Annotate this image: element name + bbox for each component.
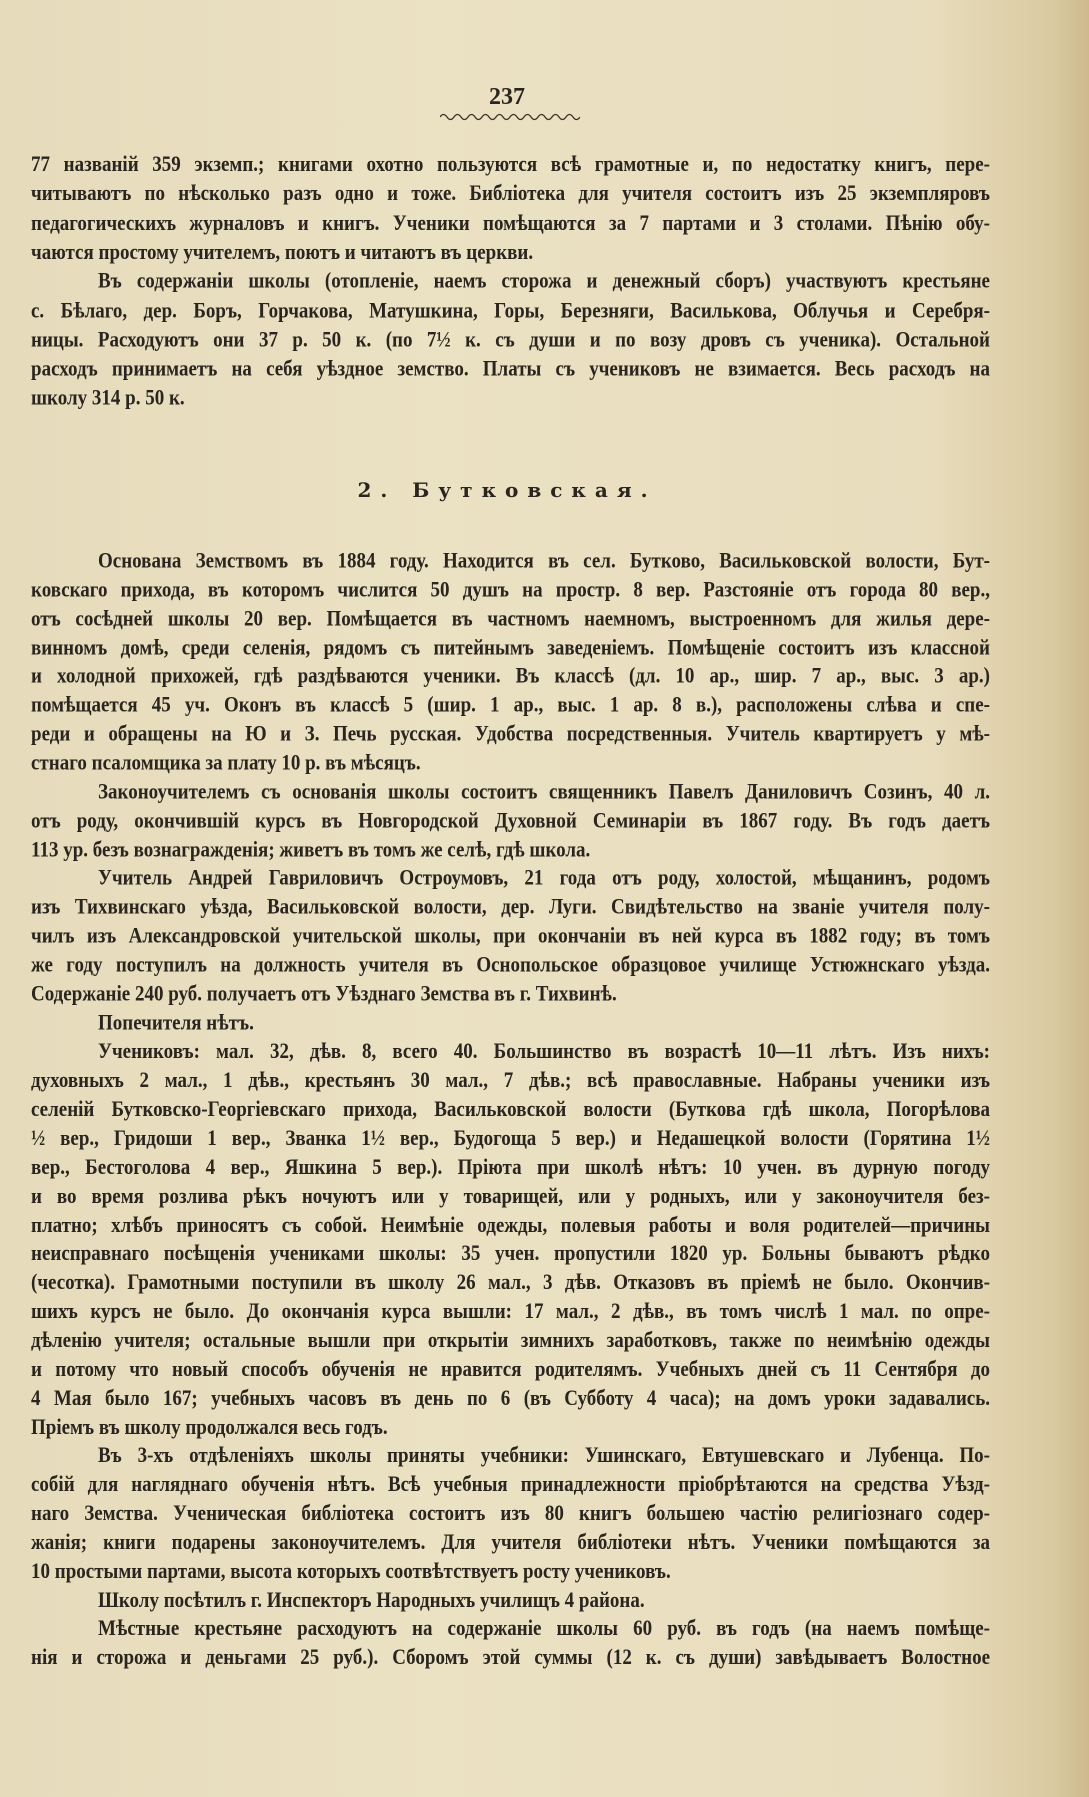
text-line: ковскаго прихода, въ которомъ числится 50 душъ на простр. 8 вер. Разстояніе отъ города 80 вер.,: [31, 578, 990, 603]
text-line: Мѣстные крестьяне расходуютъ на содержаніе школы 60 руб. въ годъ (на наемъ помѣще-: [98, 1616, 990, 1641]
text-line: и холодной прихожей, гдѣ раздѣваются ученики. Въ классѣ (дл. 10 ар., шир. 7 ар., выс. 3 ар.): [31, 664, 990, 689]
text-line: Въ содержаніи школы (отопленіе, наемъ сторожа и денежный сборъ) участвуютъ крестьяне: [98, 269, 990, 294]
text-line: чилъ изъ Александровской учительской школы, при окончаніи въ ней курса въ 1882 году; въ томъ: [31, 924, 990, 949]
text-line: платно; хлѣбъ приносятъ съ собой. Неимѣніе одежды, полевыя работы и воля родителей—причины: [31, 1212, 990, 1238]
text-line: Попечителя нѣтъ.: [98, 1010, 254, 1036]
wavy-rule-ornament: [440, 112, 580, 122]
text-line: изъ Тихвинскаго уѣзда, Васильковской волости, дер. Луги. Свидѣтельство на званіе учителя полу-: [31, 895, 990, 920]
text-line: расходъ принимаетъ на себя уѣздное земство. Платы съ учениковъ не взимается. Весь расходъ на: [31, 357, 990, 382]
text-line: вер., Бестоголова 4 вер., Яшкина 5 вер.). Пріюта при школѣ нѣтъ: 10 учен. въ дурную погоду: [31, 1155, 990, 1180]
text-line: чаются простому учителемъ, поютъ и читаютъ въ церкви.: [31, 240, 534, 265]
text-line: 113 ур. безъ вознагражденія; живетъ въ томъ же селѣ, гдѣ школа.: [31, 837, 591, 862]
text-line: отъ роду, окончившій курсъ въ Новгородской Духовной Семинаріи въ 1867 году. Въ годъ даетъ: [31, 808, 990, 834]
text-line: школу 314 р. 50 к.: [31, 386, 185, 411]
text-line: же году поступилъ на должность учителя въ Оснопольское образцовое училище Устюжнскаго уѣзда.: [31, 953, 990, 978]
page-number: 237: [489, 84, 525, 110]
text-line: педагогическихъ журналовъ и книгъ. Ученики помѣщаются за 7 партами и 3 столами. Пѣнію обу-: [31, 210, 990, 236]
text-line: ницы. Расходуютъ они 37 р. 50 к. (по 7½ к. съ души и по возу дровъ съ ученика). Остальной: [31, 328, 990, 353]
text-line: и во время розлива рѣкъ ночуютъ или у товарищей, или у родныхъ, или у законоучителя без-: [31, 1184, 990, 1209]
text-line: дѣленію учителя; остальные вышли при открытіи зимнихъ заработковъ, также по неимѣнію одежды: [31, 1328, 990, 1353]
text-line: Содержаніе 240 руб. получаетъ отъ Уѣзднаго Земства въ г. Тихвинѣ.: [31, 982, 617, 1007]
text-line: стнаго псаломщика за плату 10 р. въ мѣсяцъ.: [31, 751, 421, 776]
text-line: 77 названій 359 экземп.; книгами охотно пользуются всѣ грамотные и, по недостатку книгъ, пере-: [31, 152, 990, 177]
text-line: Школу посѣтилъ г. Инспекторъ Народныхъ училищъ 4 района.: [98, 1587, 645, 1613]
text-line: собій для нагляднаго обученія нѣтъ. Всѣ учебныя принадлежности пріобрѣтаются на средства Уѣзд-: [31, 1472, 990, 1497]
text-line: Учитель Андрей Гавриловичъ Остроумовъ, 21 года отъ роду, холостой, мѣщанинъ, родомъ: [98, 866, 990, 891]
text-line: духовныхъ 2 мал., 1 дѣв., крестьянъ 30 мал., 7 дѣв.; всѣ православные. Набраны ученики изъ: [31, 1068, 990, 1093]
text-line: нія и сторожа и деньгами 25 руб.). Сборомъ этой суммы (12 к. съ души) завѣдываетъ Волостное: [31, 1645, 990, 1670]
text-line: 4 Мая было 167; учебныхъ часовъ въ день по 6 (въ Субботу 4 часа); на домъ уроки задавались.: [31, 1385, 990, 1411]
text-line: читываютъ по нѣсколько разъ одно и тоже. Библіотека для учителя состоитъ изъ 25 экземпляровъ: [31, 181, 990, 206]
text-line: Въ 3-хъ отдѣленіяхъ школы приняты учебники: Ушинскаго, Евтушевскаго и Лубенца. По-: [98, 1443, 990, 1468]
text-line: Пріемъ въ школу продолжался весь годъ.: [31, 1414, 388, 1439]
text-line: помѣщается 45 уч. Оконъ въ классѣ 5 (шир. 1 ар., выс. 1 ар. 8 в.), расположены слѣва и спе-: [31, 693, 990, 718]
text-line: реди и обращены на Ю и З. Печь русская. Удобства посредственныя. Учитель квартируетъ у мѣ-: [31, 722, 990, 747]
text-line: наго Земства. Ученическая библіотека состоитъ изъ 80 книгъ большею частію религіознаго содер-: [31, 1501, 990, 1526]
text-line: Законоучителемъ съ основанія школы состоитъ священникъ Павелъ Даниловичъ Созинъ, 40 л.: [98, 780, 990, 805]
text-line: жанія; книги подарены законоучителемъ. Для учителя библіотеки нѣтъ. Ученики помѣщаются за: [31, 1530, 990, 1555]
text-line: шихъ курсъ не было. До окончанія курса вышли: 17 мал., 2 дѣв., въ томъ числѣ 1 мал. по опре-: [31, 1299, 990, 1324]
section-heading: 2. Бутковская.: [357, 478, 657, 502]
text-line: Основана Земствомъ въ 1884 году. Находится въ сел. Бутково, Васильковской волости, Бут-: [98, 549, 990, 574]
text-line: ½ вер., Гридоши 1 вер., Званка 1½ вер., Будогоща 5 вер.) и Недашецкой волости (Горятина 1½: [31, 1126, 990, 1151]
text-line: (чесотка). Грамотными поступили въ школу 26 мал., 3 дѣв. Отказовъ въ пріемѣ не было. Окончив-: [31, 1270, 990, 1295]
text-line: винномъ домѣ, среди селенія, рядомъ съ питейнымъ заведеніемъ. Помѣщеніе состоитъ изъ классной: [31, 635, 990, 661]
text-line: с. Бѣлаго, дер. Боръ, Горчакова, Матушкина, Горы, Березняги, Василькова, Облучья и Серебря-: [31, 298, 990, 323]
text-line: 10 простыми партами, высота которыхъ соотвѣтствуетъ росту учениковъ.: [31, 1559, 671, 1584]
text-line: Учениковъ: мал. 32, дѣв. 8, всего 40. Большинство въ возрастѣ 10—11 лѣтъ. Изъ нихъ:: [98, 1039, 990, 1064]
text-line: отъ сосѣдней школы 20 вер. Помѣщается въ частномъ наемномъ, выстроенномъ для жилья дере-: [31, 607, 990, 632]
text-line: селеній Бутковско-Георгіевскаго прихода, Васильковской волости (Буткова гдѣ школа, Погорѣлова: [31, 1097, 990, 1122]
text-line: и потому что новый способъ обученія не нравится родителямъ. Учебныхъ дней съ 11 Сентября до: [31, 1357, 990, 1382]
text-line: неисправнаго посѣщенія учениками школы: 35 учен. пропустили 1820 ур. Больны бываютъ рѣдко: [31, 1241, 990, 1266]
